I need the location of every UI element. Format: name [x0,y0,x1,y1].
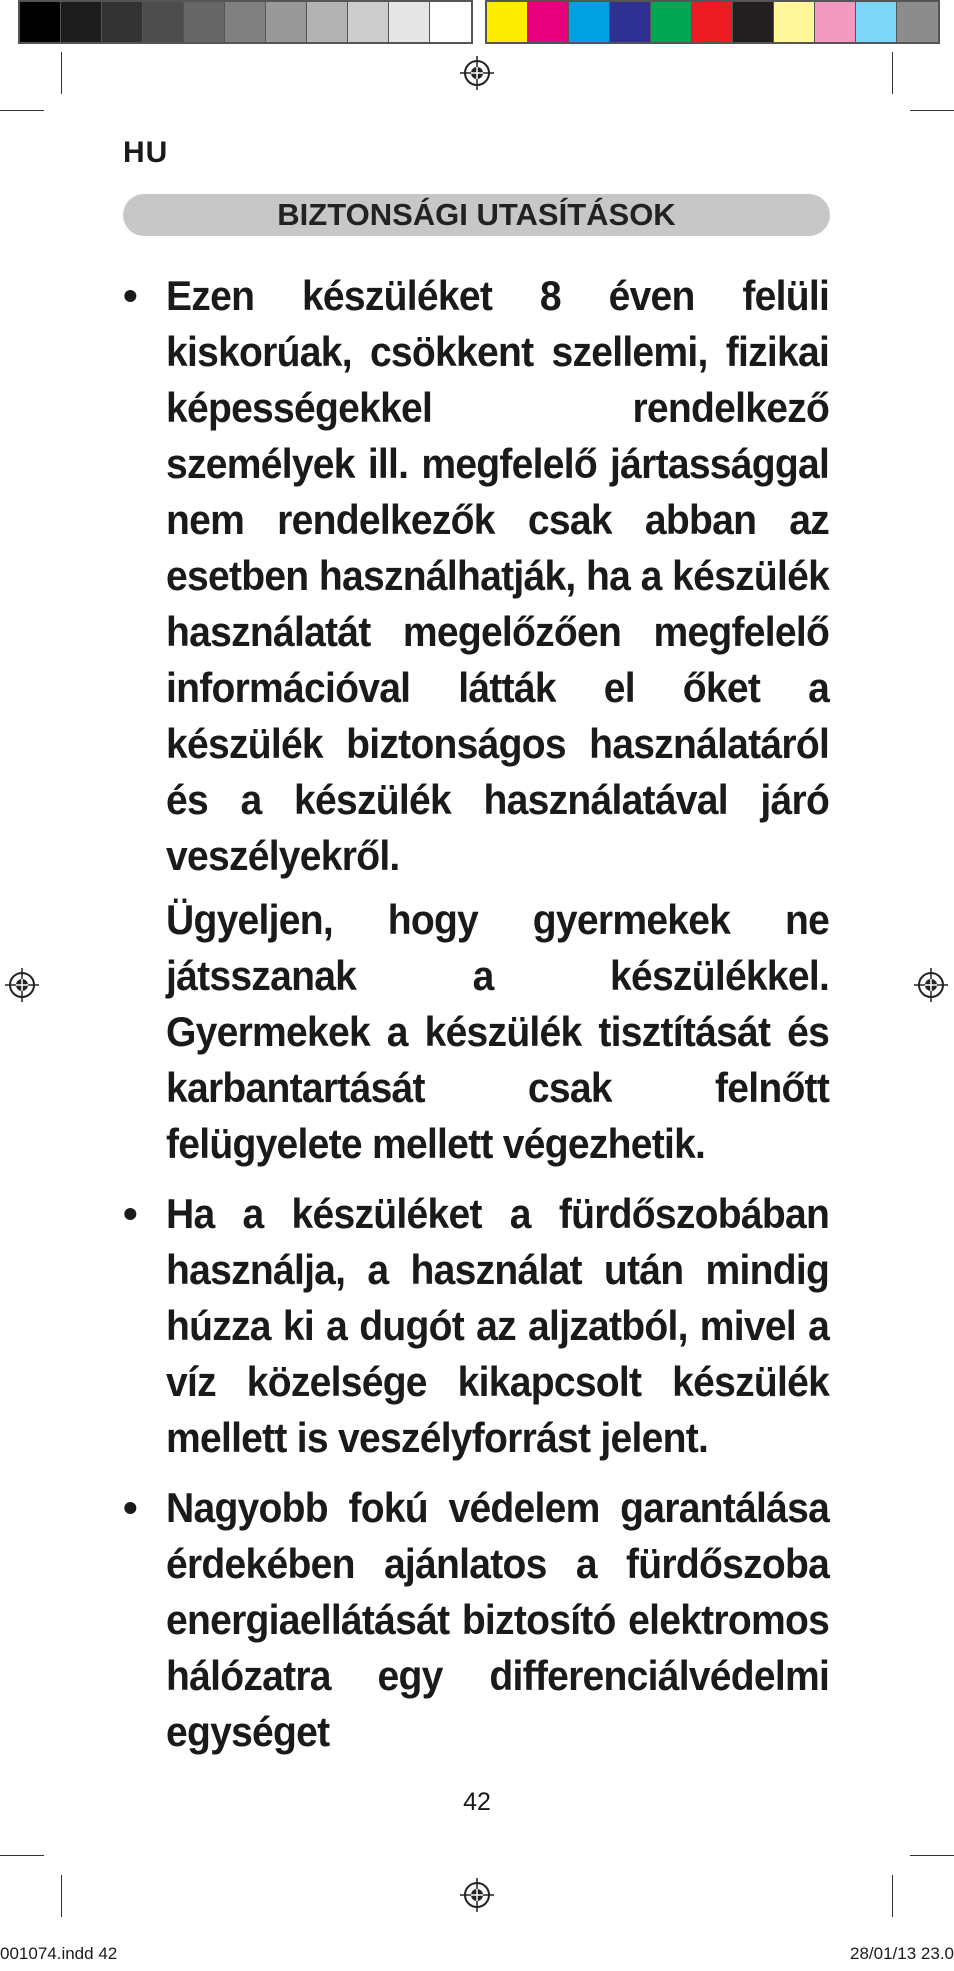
gray-swatch [389,2,430,42]
process-color-swatches [485,0,940,44]
registration-mark-icon [914,968,948,1002]
gray-swatch [266,2,307,42]
process-swatch [610,2,651,42]
paragraph: Nagyobb fokú védelem garantálása érdekében ajánlatos a fürdőszoba energiaellátását biztosító elektromos hálózatra egy differenciálvédelmi egységet [166,1484,830,1755]
crop-mark [61,52,62,94]
crop-mark [61,1875,62,1917]
process-swatch [733,2,774,42]
process-swatch [528,2,569,42]
process-swatch [651,2,692,42]
crop-mark [0,1855,44,1856]
gray-swatch [20,2,61,42]
color-calibration-bar [18,0,940,44]
crop-mark [910,110,954,111]
safety-instructions [123,268,830,1774]
process-swatch [774,2,815,42]
process-swatch [487,2,528,42]
gray-swatch [307,2,348,42]
paragraph: Ha a készüléket a fürdőszobában használja, a használat után mindig húzza ki a dugót az aljzatból, mivel a víz közelsége kikapcsolt készülék mellett is veszélyforrást jelent. [166,1190,830,1461]
paragraph: Ezen készüléket 8 éven felüli kiskorúak, csökkent szellemi, fizikai képességekkel rendelkező személyek ill. megfelelő jártassággal nem rendelkezők csak abban az esetben használhatják, ha a készülék használatát megelőzően megfelelő információval látták el őket a készülék biztonságos használatáról és a készülék használatával járó veszélyekről. [166,272,830,879]
registration-mark-icon [5,968,39,1002]
print-date: 28/01/13 23.0 [850,1944,954,1963]
gray-swatch [225,2,266,42]
process-swatch [692,2,733,42]
grayscale-swatches [18,0,473,44]
paragraph: Ügyeljen, hogy gyermekek ne játsszanak a készülékkel. Gyermekek a készülék tisztítását és karbantartását csak felnőtt felügyelete mellett végezhetik. [166,896,830,1167]
gray-swatch [61,2,102,42]
crop-mark [910,1855,954,1856]
gray-swatch [430,2,471,42]
crop-mark [892,52,893,94]
file-slug: 001074.indd 42 [0,1944,118,1963]
registration-mark-icon [460,56,494,90]
bullet-marker: • [123,1484,138,1531]
gray-swatch [348,2,389,42]
process-swatch [897,2,938,42]
bullet-item [123,268,830,1172]
bullet-marker: • [123,1190,138,1237]
registration-mark-icon [460,1878,494,1912]
crop-mark [0,110,44,111]
bullet-marker: • [123,272,138,319]
process-swatch [815,2,856,42]
bullet-item [123,1480,830,1760]
section-heading: BIZTONSÁGI UTASÍTÁSOK [123,194,830,236]
gray-swatch [184,2,225,42]
crop-mark [892,1875,893,1917]
process-swatch [569,2,610,42]
gray-swatch [143,2,184,42]
process-swatch [856,2,897,42]
language-code: HU [123,136,169,169]
gray-swatch [102,2,143,42]
page-number: 42 [463,1788,491,1816]
bullet-item [123,1186,830,1466]
